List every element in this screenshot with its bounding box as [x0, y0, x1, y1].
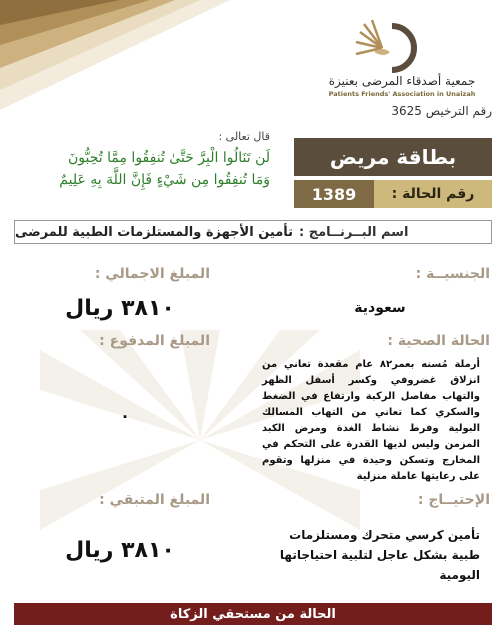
need-label: الإحتيــاج :: [417, 492, 490, 508]
total-amount-value: ٣٨١٠ ريال: [65, 296, 175, 321]
zakat-eligibility-banner: الحالة من مستحقي الزكاة: [14, 603, 492, 625]
health-description: أرملة مُسنه بعمر٨٢ عام مقعدة تعاني من انزلاق غضروفي وكسر أسفل الظهر والتهاب مفاصل الركبة وارتفاع في الضغط والسكري كما تعاني من التهاب المسالك البولية وفرط نشاط الغدة ومرض الكبد المزمن وليس لديها القدرة على التحكم في المخارج وتسكن وحيدة في منزلها وتقوم على رعايتها عاملة منزلية: [262, 359, 480, 482]
program-box: [14, 220, 492, 244]
card-title: بطاقة مريض: [294, 138, 492, 176]
nationality-value: سعودية: [354, 300, 406, 316]
verse-line-1: لَن تَنَالُوا الْبِرَّ حَتَّىٰ تُنفِقُوا مِمَّا تُحِبُّونَ: [68, 150, 270, 166]
health-label: الحالة الصحية :: [387, 333, 490, 349]
case-number-label: رقم الحالة :: [374, 180, 492, 208]
org-name-english: Patients Friends' Association in Unaizah: [328, 90, 476, 98]
organization-logo: [352, 18, 422, 78]
license-number: رقم الترخيص 3625: [391, 104, 492, 118]
remaining-amount-value: ٣٨١٠ ريال: [65, 538, 175, 563]
org-name-arabic: جمعية أصدقاء المرضى بعنيزة: [328, 74, 476, 88]
paid-amount-label: المبلغ المدفوع :: [99, 333, 210, 349]
total-amount-label: المبلغ الاجمالي :: [94, 266, 210, 282]
program-label: اسم البــرنــامج :: [299, 224, 409, 240]
remaining-amount-label: المبلغ المتبقي :: [99, 492, 210, 508]
nationality-label: الجنسيــة :: [415, 266, 490, 282]
paid-amount-value: ٠: [120, 406, 130, 425]
verse-line-2: وَمَا تُنفِقُوا مِن شَيْءٍ فَإِنَّ اللَّهَ بِهِ عَلِيمٌ: [59, 172, 270, 188]
need-description: تأمين كرسي متحرك ومستلزمات طبية بشكل عاجل لتلبية احتياجاتها اليومية: [279, 528, 480, 582]
case-number-row: [294, 180, 492, 208]
case-number-value: 1389: [294, 180, 374, 208]
program-value: تأمين الأجهزة والمستلزمات الطبية للمرضى: [15, 224, 294, 240]
quote-intro: قال تعالى :: [218, 130, 270, 143]
corner-decoration: [0, 0, 230, 110]
